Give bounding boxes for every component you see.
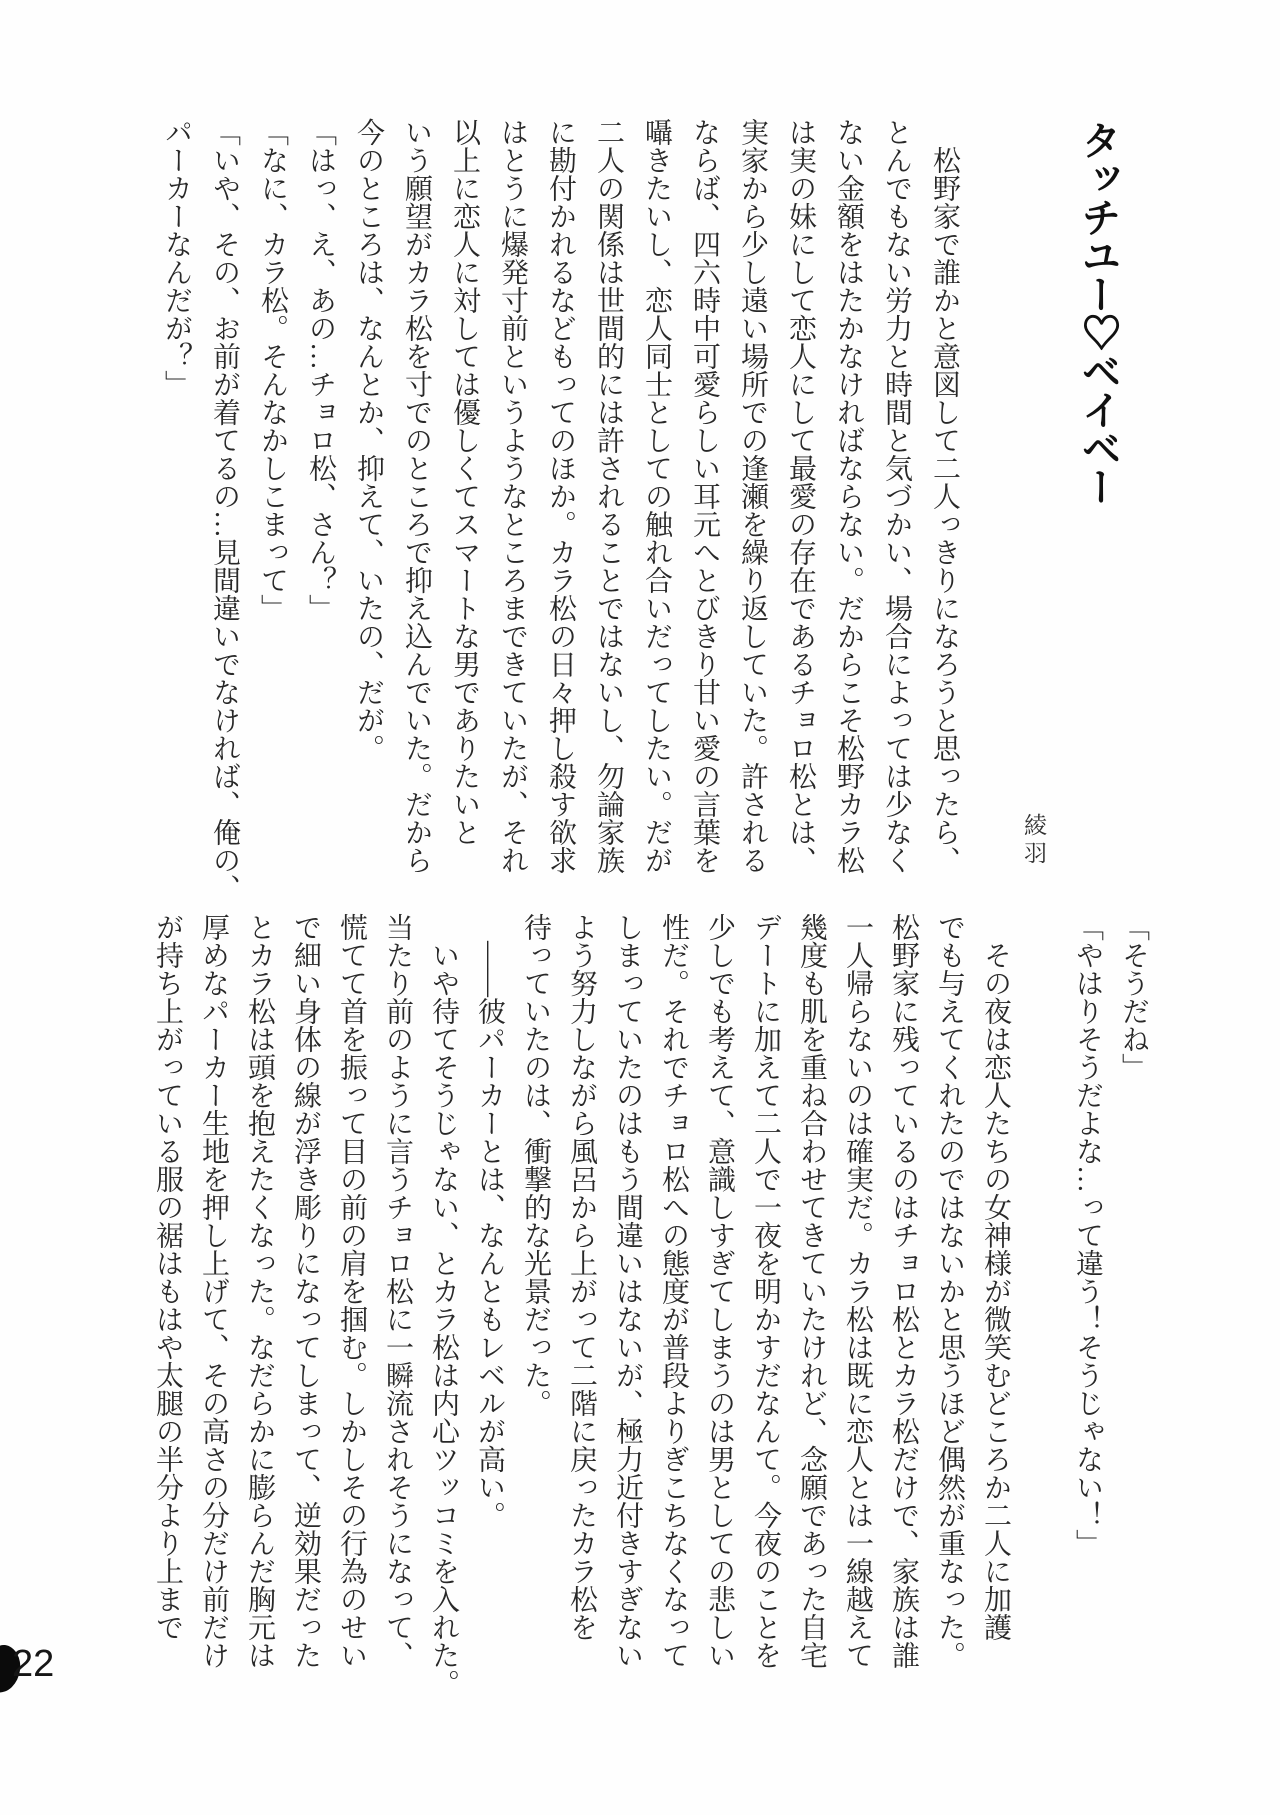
text-column: 厚めなパーカー生地を押し上げて、その高さの分だけ前だけ: [198, 913, 229, 1669]
text-column: 幾度も肌を重ね合わせてきていたけれど、念願であった自宅: [796, 913, 827, 1669]
text-column: よう努力しながら風呂から上がって二階に戻ったカラ松を: [566, 913, 597, 1641]
text-column: 以上に恋人に対しては優しくてスマートな男でありたいと: [449, 118, 480, 846]
text-column: 性だ。それでチョロ松への態度が普段よりぎこちなくなって: [658, 913, 689, 1669]
text-column: でも与えてくれたのではないかと思うほど偶然が重なった。: [934, 913, 965, 1669]
text-column: 「やはりそうだよな…って違う！そうじゃない！」: [1072, 913, 1103, 1557]
text-column: 当たり前のように言うチョロ松に一瞬流されそうになって、: [382, 913, 413, 1669]
text-column: いう願望がカラ松を寸でのところで抑え込んでいた。だから: [401, 118, 432, 874]
text-column: が持ち上がっている服の裾はもはや太腿の半分より上まで: [152, 913, 183, 1641]
text-column: 慌てて首を振って目の前の肩を掴む。しかしその行為のせい: [336, 913, 367, 1669]
page-number: 22: [12, 1643, 55, 1685]
text-column: ならば、四六時中可愛らしい耳元へとびきり甘い愛の言葉を: [689, 118, 720, 874]
text-column: パーカーなんだが？」: [161, 118, 192, 398]
page-title: タッチユー♡ベイベー: [1076, 120, 1120, 505]
text-column: で細い身体の線が浮き彫りになってしまって、逆効果だった: [290, 913, 321, 1669]
text-column: 二人の関係は世間的には許されることではないし、勿論家族: [593, 118, 624, 874]
text-column: 今のところは、なんとか、抑えて、いたの、だが。: [353, 118, 384, 762]
text-column: 実家から少し遠い場所での逢瀬を繰り返していた。許される: [737, 118, 768, 874]
text-column: に勘付かれるなどもってのほか。カラ松の日々押し殺す欲求: [545, 118, 576, 874]
text-column: は実の妹にして恋人にして最愛の存在であるチョロ松とは、: [785, 118, 816, 874]
text-column: 松野家で誰かと意図して二人っきりになろうと思ったら、: [929, 118, 960, 874]
text-column: 待っていたのは、衝撃的な光景だった。: [520, 913, 551, 1417]
text-column: 「はっ、え、あの…チョロ松、さん？」: [305, 118, 336, 622]
text-column: とんでもない労力と時間と気づかい、場合によっては少なく: [881, 118, 912, 874]
text-column: 少しでも考えて、意識しすぎてしまうのは男としての悲しい: [704, 913, 735, 1669]
blank-column: [1027, 913, 1055, 1713]
author-name: 綾羽: [1021, 813, 1046, 869]
text-column: その夜は恋人たちの女神様が微笑むどころか二人に加護: [980, 913, 1011, 1641]
text-column: デートに加えて二人で一夜を明かすだなんて。今夜のことを: [750, 913, 781, 1669]
text-column: 松野家に残っているのはチョロ松とカラ松だけで、家族は誰: [888, 913, 919, 1669]
text-column: ――彼パーカーとは、なんともレベルが高い。: [474, 913, 505, 1529]
top-text-block: [142, 118, 958, 918]
text-column: 「そうだね」: [1118, 913, 1149, 1081]
text-column: しまっていたのはもう間違いはないが、極力近付きすぎない: [612, 913, 643, 1669]
text-column: とカラ松は頭を抱えたくなった。なだらかに膨らんだ胸元は: [244, 913, 275, 1669]
text-column: はとうに爆発寸前というようなところまできていたが、それ: [497, 118, 528, 874]
text-column: 囁きたいし、恋人同士としての触れ合いだってしたい。だが: [641, 118, 672, 874]
bottom-text-block: [135, 913, 1147, 1713]
text-column: いや待てそうじゃない、とカラ松は内心ツッコミを入れた。: [428, 913, 459, 1697]
text-column: 一人帰らないのは確実だ。カラ松は既に恋人とは一線越えて: [842, 913, 873, 1669]
text-column: 「いや、その、お前が着てるの…見間違いでなければ、俺の、: [209, 118, 240, 902]
text-column: 「なに、カラ松。そんなかしこまって」: [257, 118, 288, 622]
text-column: ない金額をはたかなければならない。だからこそ松野カラ松: [833, 118, 864, 874]
